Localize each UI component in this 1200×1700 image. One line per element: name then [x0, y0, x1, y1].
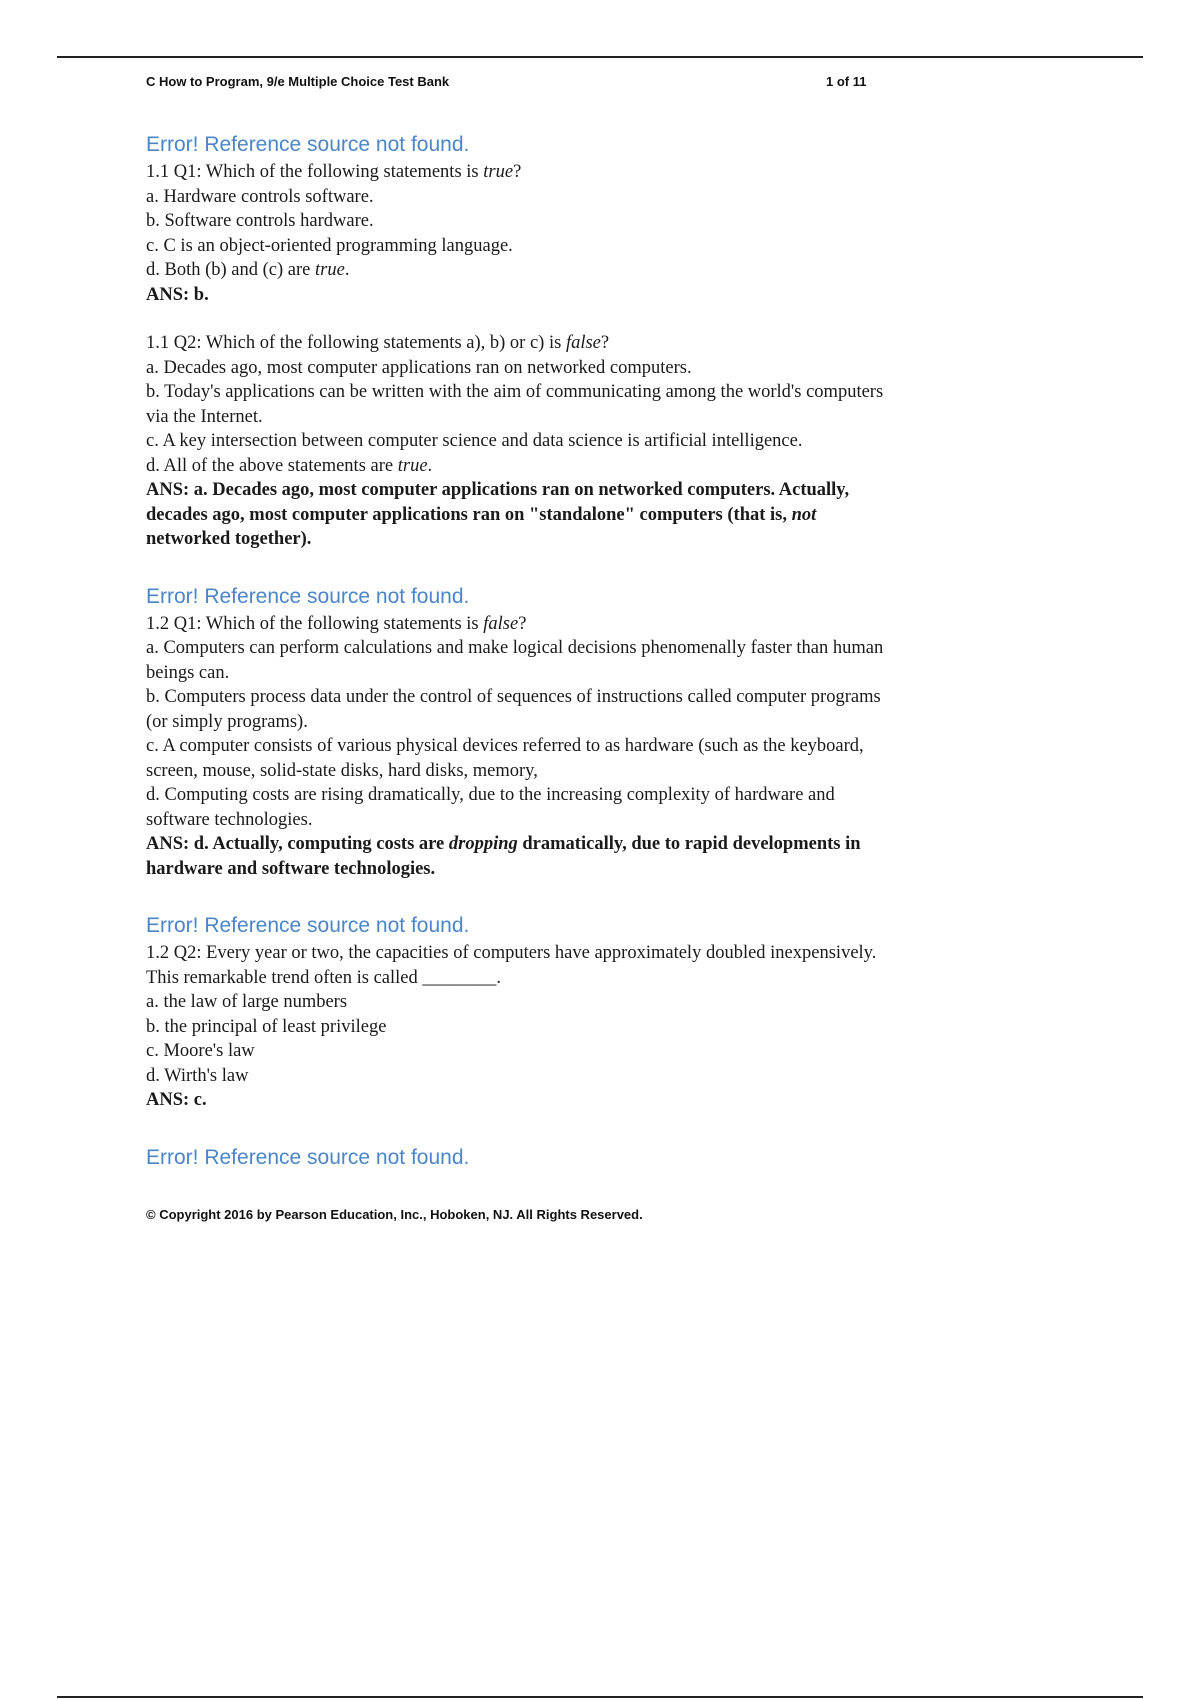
option-a: a. Computers can perform calculations and make logical decisions phenomenally faster than human beings can. — [146, 638, 884, 683]
option-b: b. Software controls hardware. — [146, 211, 374, 231]
option-a: a. the law of large numbers — [146, 992, 348, 1012]
bottom-rule — [57, 1696, 1143, 1698]
answer: ANS: c. — [146, 1090, 207, 1110]
question-text: 1.1 Q1: Which of the following statements is true? — [146, 162, 522, 182]
top-rule — [57, 56, 1143, 58]
option-c: c. A computer consists of various physical devices referred to as hardware (such as the keyboard, screen, mouse, solid-state disks, hard disks, memory, — [146, 736, 864, 781]
question-block — [146, 612, 886, 882]
option-c: c. A key intersection between computer science and data science is artificial intelligence. — [146, 431, 803, 451]
option-d: d. All of the above statements are true. — [146, 455, 433, 476]
option-a: a. Decades ago, most computer applications ran on networked computers. — [146, 357, 692, 378]
answer: ANS: b. — [146, 284, 209, 305]
section-heading: Error! Reference source not found. — [146, 584, 470, 608]
question-block — [146, 160, 886, 307]
answer: ANS: d. Actually, computing costs are dropping dramatically, due to rapid developments in hardware and software technologies. — [146, 834, 861, 879]
header-title: C How to Program, 9/e Multiple Choice Test Bank — [146, 74, 450, 89]
section-heading: Error! Reference source not found. — [146, 914, 470, 937]
option-d: d. Both (b) and (c) are true. — [146, 260, 350, 280]
answer: ANS: a. Decades ago, most computer applications ran on networked computers. Actually, decades ago, most computer applications ran on "standalone" computers (that is, not networked together). — [146, 480, 850, 549]
option-b: b. the principal of least privilege — [146, 1016, 387, 1037]
section-heading: Error! Reference source not found. — [146, 1145, 470, 1169]
option-b: b. Computers process data under the control of sequences of instructions called computer programs (or simply programs). — [146, 687, 881, 732]
question-block — [146, 331, 886, 552]
question-text: 1.2 Q2: Every year or two, the capacities of computers have approximately doubled inexpensively. This remarkable trend often is called ________. — [146, 943, 877, 988]
question-text: 1.2 Q1: Which of the following statements is false? — [146, 613, 527, 634]
option-c: c. Moore's law — [146, 1041, 255, 1061]
question-text: 1.1 Q2: Which of the following statements a), b) or c) is false? — [146, 333, 610, 353]
document-body — [146, 130, 886, 1222]
copyright-footer: © Copyright 2016 by Pearson Education, Inc., Hoboken, NJ. All Rights Reserved. — [146, 1206, 643, 1222]
option-d: d. Wirth's law — [146, 1065, 249, 1086]
question-block — [146, 941, 886, 1113]
option-a: a. Hardware controls software. — [146, 186, 374, 207]
option-d: d. Computing costs are rising dramatically, due to the increasing complexity of hardware and software technologies. — [146, 785, 835, 830]
option-b: b. Today's applications can be written with the aim of communicating among the world's computers via the Internet. — [146, 382, 884, 427]
section-heading: Error! Reference source not found. — [146, 133, 470, 156]
page-number: 1 of 11 — [826, 74, 867, 89]
option-c: c. C is an object-oriented programming language. — [146, 235, 513, 256]
